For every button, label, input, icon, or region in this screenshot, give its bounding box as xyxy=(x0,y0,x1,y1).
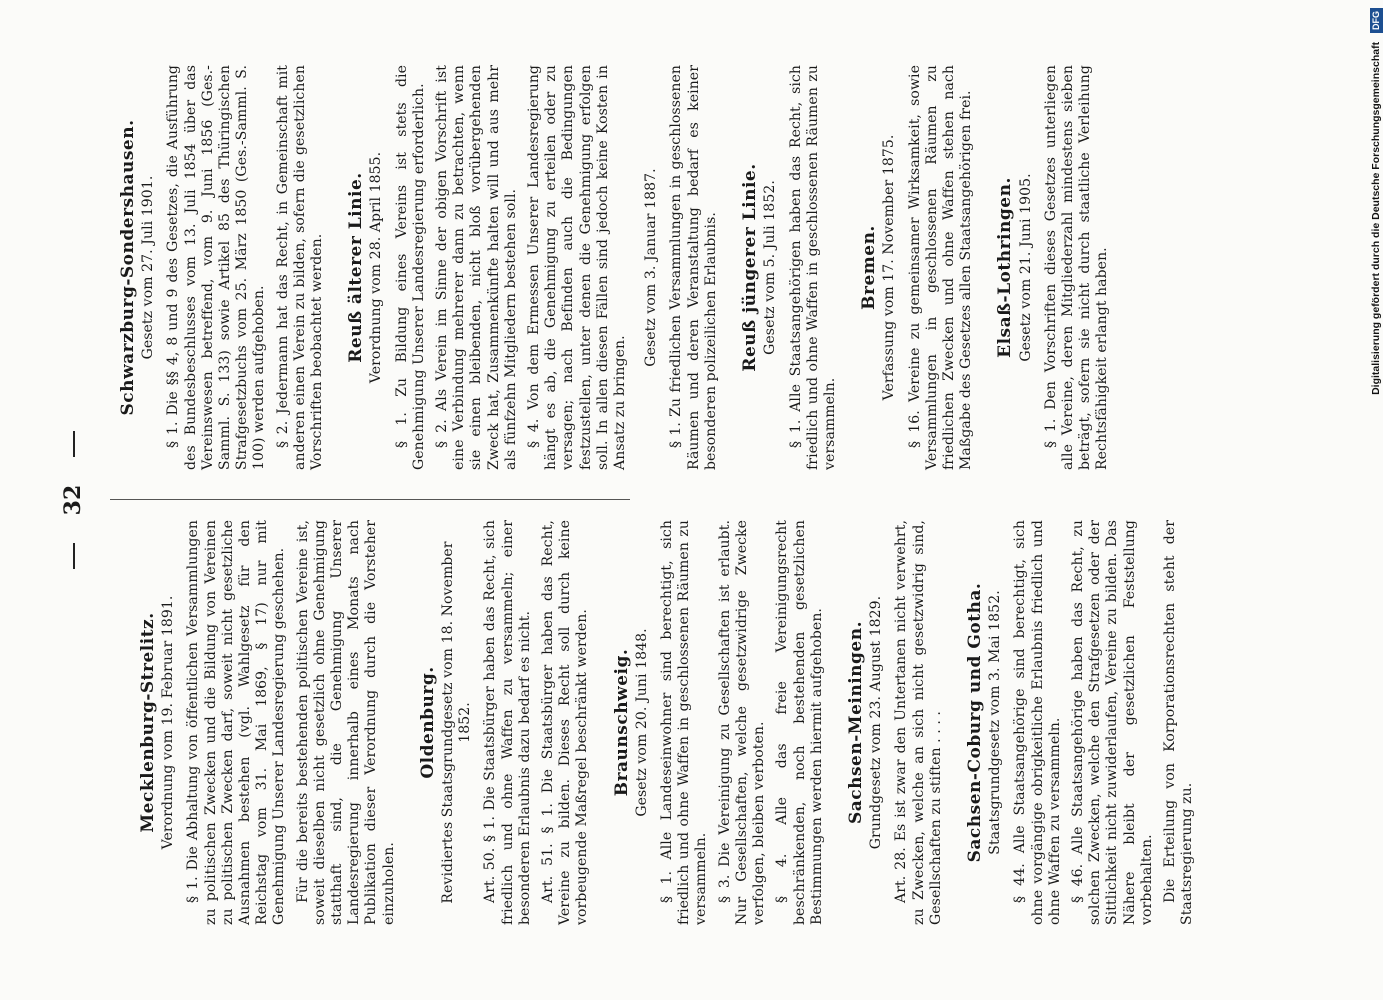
section-title: Sachsen-Coburg und Gotha. xyxy=(964,582,985,863)
section-title: Bremen. xyxy=(859,225,880,310)
section-title: Reuß älterer Linie. xyxy=(346,172,367,363)
section-subtitle: Revidiertes Staatsgrundgesetz vom 18. November 1852. xyxy=(440,541,474,904)
section-title: Elsaß-Lothringen. xyxy=(995,177,1016,358)
paragraph: § 1. Den Vorschriften dieses Gesetzes unterliegen alle Vereine, deren Mitgliederzahl mindestens sieben beträgt, sofern sie nicht durch staatliche Verleihung Rechtsfähigkeit erlangt haben. xyxy=(1042,65,1111,470)
paragraph: § 2. Als Verein im Sinne der obigen Vorschrift ist eine Verbindung mehrerer dann zu betrachten, wenn sie einen bleibenden, nicht bloß vorübergehenden Zweck hat, Zusammenkünfte halten will und aus mehr als fünfzehn Mitgliedern bestehen soll. xyxy=(434,65,519,470)
paragraph: § 1. Alle Staatsangehörigen haben das Recht, sich friedlich und ohne Waffen in geschlossenen Räumen zu versammeln. xyxy=(787,65,838,470)
section-title: Reuß jüngerer Linie. xyxy=(740,163,761,372)
dash-left xyxy=(73,543,75,569)
section-subtitle: Gesetz vom 3. Januar 1887. xyxy=(643,168,660,367)
law-section xyxy=(120,65,326,470)
section-title: Mecklenburg-Strelitz. xyxy=(138,612,158,833)
paragraph: § 1. Alle Landeseinwohner sind berechtigt, sich friedlich und ohne Waffen in geschlossenen Räumen zu versammeln. xyxy=(659,520,710,925)
law-section xyxy=(140,520,398,925)
law-section xyxy=(742,65,839,470)
paragraph: § 1. Zu friedlichen Versammlungen in geschlossenen Räumen und deren Veranstaltung bedarf es keiner besonderen polizeilichen Erlaubnis. xyxy=(668,65,719,470)
law-section xyxy=(611,520,826,925)
paragraph: § 4. Alle das freie Vereinigungsrecht beschränkenden, noch bestehenden gesetzlichen Bestimmungen werden hiermit aufgehoben. xyxy=(774,520,825,925)
law-section xyxy=(417,520,592,925)
section-subtitle: Gesetz vom 21. Juni 1905. xyxy=(1017,173,1034,362)
section-subtitle: Verfassung vom 17. November 1875. xyxy=(881,134,898,401)
paragraph: Art. 51. § 1. Die Staatsbürger haben das Recht, Vereine zu bilden. Dieses Recht soll durch keine vorbeugende Maßregel beschränkt werden. xyxy=(540,520,591,925)
dfg-logo: DFG xyxy=(1370,8,1383,33)
paragraph: § 44. Alle Staatsangehörige sind berechtigt, sich ohne vorgängige obrigkeitliche Erlaubnis friedlich und ohne Waffen zu versammeln. xyxy=(1012,520,1063,925)
section-subtitle: Staatsgrundgesetz vom 3. Mai 1852. xyxy=(987,590,1004,855)
section-subtitle: Verordnung vom 19. Februar 1891. xyxy=(160,595,177,850)
right-column xyxy=(120,65,1118,470)
paragraph: Für die bereits bestehenden politischen Vereine ist, soweit dieselben nicht gesetzlich ohne Genehmigung statthaft sind, die Genehmigung Unserer Landesregierung innerhalb eines Monats nach Publikation dieser Verordnung durch die Vorsteher einzuholen. xyxy=(294,520,397,925)
paragraph: Art. 50. § 1. Die Staatsbürger haben das Recht, sich friedlich und ohne Waffen zu versammeln; einer besonderen Erlaubnis dazu bedarf es nicht. xyxy=(482,520,533,925)
paragraph: Die Erteilung von Korporationsrechten steht der Staatsregierung zu. xyxy=(1161,520,1196,925)
section-title: Braunschweig. xyxy=(611,648,632,797)
law-section xyxy=(348,65,629,470)
section-subtitle: Gesetz vom 5. Juli 1852. xyxy=(762,180,779,355)
section-subtitle: Grundgesetz vom 23. August 1829. xyxy=(868,595,885,850)
paragraph: § 1. Die §§ 4, 8 und 9 des Gesetzes, die Ausführung des Bundesbeschlusses vom 13. Juli 1854 über das Vereinswesen betreffend, vom 9. Juni 1856 (Ges.-Samml. S. 133) sowie Artikel 85 des Thüringischen Strafgesetzbuchs vom 25. März 1850 (Ges.-Samml. S. 100) werden aufgehoben. xyxy=(165,65,268,470)
section-subtitle: Gesetz vom 20. Juni 1848. xyxy=(633,628,650,817)
credit-text: Digitalisierung gefördert durch die Deutsche Forschungsgemeinschaft xyxy=(1370,41,1382,395)
paragraph: Art. 28. Es ist zwar den Untertanen nicht verwehrt, zu Zwecken, welche an sich nicht gesetzwidrig sind, Gesellschaften zu stiften . . . . xyxy=(893,520,944,925)
paragraph: § 2. Jedermann hat das Recht, in Gemeinschaft mit anderen einen Verein zu bilden, sofern die gesetzlichen Vorschriften beobachtet werden. xyxy=(274,65,326,470)
paragraph: § 16. Vereine zu gemeinsamer Wirksamkeit, sowie Versammlungen in geschlossenen Räumen zu friedlichen Zwecken und ohne Waffen stehen nach Maßgabe des Gesetzes allen Staatsangehörigen frei. xyxy=(906,65,975,470)
paragraph: § 3. Die Vereinigung zu Gesellschaften ist erlaubt. Nur Gesellschaften, welche gesetzwidrige Zwecke verfolgen, bleiben verboten. xyxy=(716,520,768,925)
section-subtitle: Gesetz vom 27. Juli 1901. xyxy=(140,175,157,360)
section-title: Schwarzburg-Sondershausen. xyxy=(118,119,138,416)
section-subtitle: Verordnung vom 28. April 1855. xyxy=(368,151,385,384)
section-title: Sachsen-Meiningen. xyxy=(845,620,866,825)
page-number xyxy=(60,0,86,1000)
digitization-credit xyxy=(1368,8,1383,988)
law-section xyxy=(861,65,975,470)
paragraph: § 1. Die Abhaltung von öffentlichen Versammlungen zu politischen Zwecken und die Bildung von Vereinen zu politischen Zwecken darf, soweit nicht gesetzliche Ausnahmen bestehen (vgl. Wahlgesetz für den Reichstag vom 31. Mai 1869, § 17) nur mit Genehmigung Unserer Landesregierung geschehen. xyxy=(185,520,288,925)
paragraph: § 46. Alle Staatsangehörige haben das Recht, zu solchen Zwecken, welche den Strafgesetzen oder der Sittlichkeit nicht zuwiderlaufen, Vereine zu bilden. Das Nähere bleibt der gesetzlichen Feststellung vorbehalten. xyxy=(1069,520,1155,925)
left-column xyxy=(140,520,1202,925)
section-title: Oldenburg. xyxy=(417,666,438,779)
dash-right xyxy=(73,431,75,457)
paragraph: § 1. Zu Bildung eines Vereins ist stets die Genehmigung Unserer Landesregierung erforderlich. xyxy=(393,65,427,470)
page-number-text: 32 xyxy=(60,484,86,516)
paragraph: § 4. Von dem Ermessen Unserer Landesregierung hängt es ab, die Genehmigung zu erteilen oder zu versagen; nach Befinden auch die Bedingungen festzustellen, unter denen die Genehmigung erfolgen soll. In allen diesen Fällen sind jedoch keine Kosten in Ansatz zu bringen. xyxy=(526,65,629,470)
law-section xyxy=(997,65,1111,470)
law-section xyxy=(643,65,720,470)
law-section xyxy=(964,520,1196,925)
column-divider xyxy=(110,499,630,500)
digitization-credit-rotated xyxy=(1368,8,1383,988)
law-section xyxy=(845,520,945,925)
